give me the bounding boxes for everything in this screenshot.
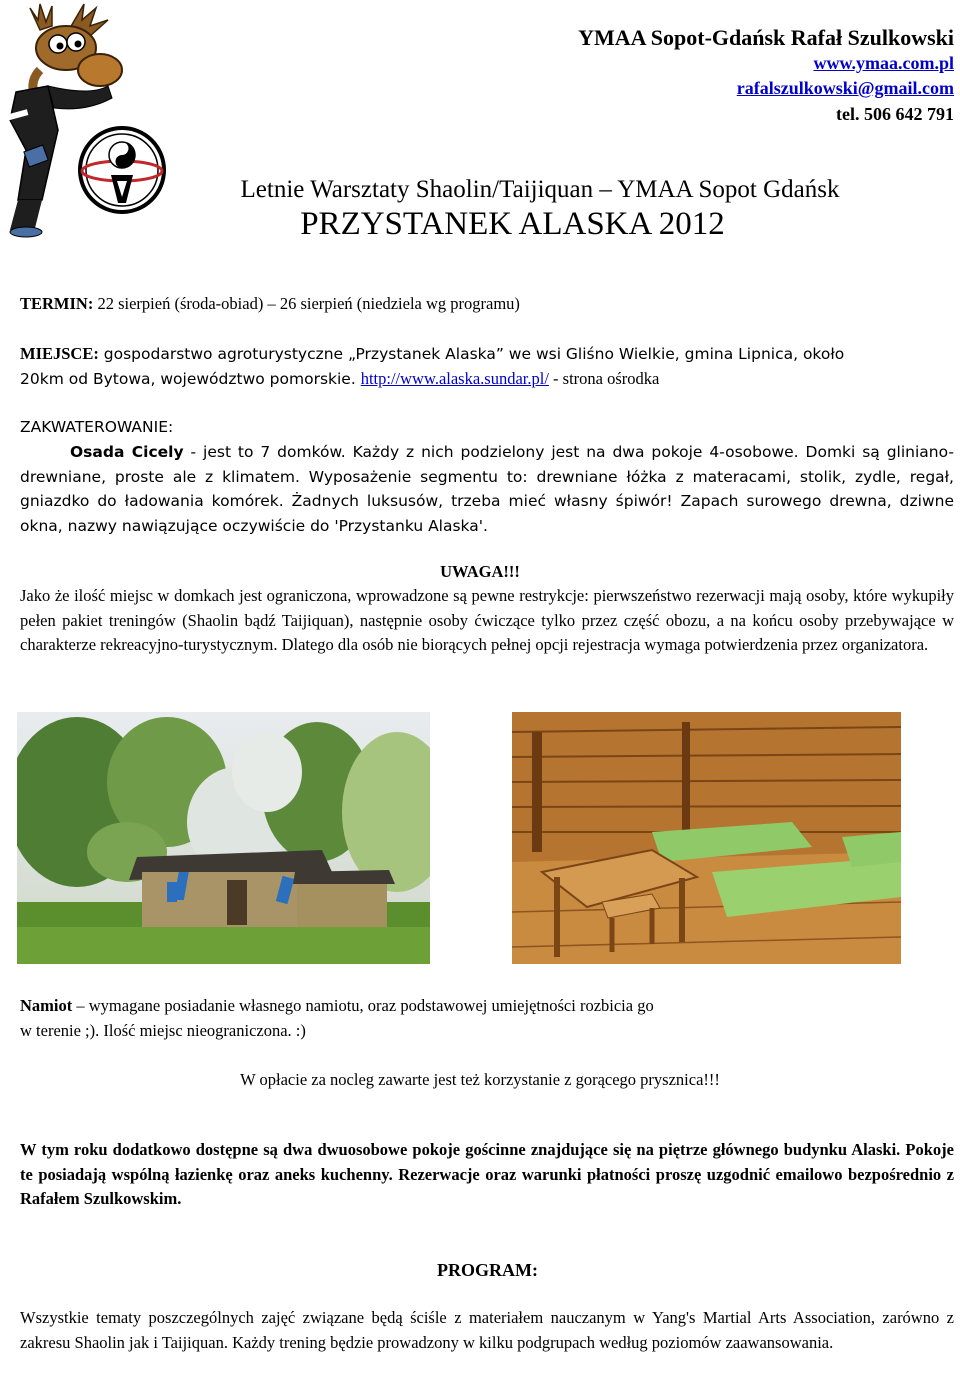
miejsce-link-suffix: - strona ośrodka <box>548 368 660 388</box>
osada-name: Osada Cicely <box>70 443 184 461</box>
namiot-paragraph <box>20 994 954 1043</box>
email-link[interactable]: rafalszulkowski@gmail.com <box>736 78 954 98</box>
phone-number: tel. 506 642 791 <box>836 103 954 124</box>
zakwaterowanie-paragraph <box>20 440 954 538</box>
program-paragraph: Wszystkie tematy poszczególnych zajęć związane będą ściśle z materiałem nauczanym w Yang's Martial Arts Association, zarówno z zakresu Shaolin jak i Taijiquan. Każdy trening będzie prowadzony w kilku podgrupach według poziomów zaawansowania. <box>20 1308 954 1352</box>
program-heading: PROGRAM: <box>437 1260 538 1280</box>
miejsce-text-1: gospodarstwo agroturystyczne „Przystanek Alaska” we wsi Gliśno Wielkie, gmina Lipnica, około <box>98 345 845 363</box>
miejsce-label: MIEJSCE: <box>20 344 99 363</box>
uwaga-paragraph: Jako że ilość miejsc w domkach jest ograniczona, wprowadzone są pewne restrykcje: pierwszeństwo rezerwacji mają osoby, które wykupiły pełen pakiet treningów (Shaolin bądź Taijiquan), następnie osoby ćwiczące tylko przez część obozu, a na końcu osoby przebywające w charakterze rekreacyjno-turystycznym. Dlatego dla osób nie biorących pełnej opcji rejestracja wymaga potwierdzenia przez organizatora. <box>20 586 954 654</box>
website-link[interactable]: www.ymaa.com.pl <box>813 52 954 73</box>
miejsce-paragraph <box>20 342 954 391</box>
contact-block <box>578 26 954 126</box>
miejsce-text-2: 20km od Bytowa, województwo pomorskie. <box>20 369 356 388</box>
shower-note: W opłacie za nocleg zawarte jest też korzystanie z gorącego prysznica!!! <box>240 1070 720 1089</box>
namiot-text-2: w terenie ;). Ilość miejsc nieograniczona. :) <box>20 1020 306 1040</box>
termin-paragraph <box>20 292 954 317</box>
cottage-photo <box>17 712 430 964</box>
namiot-text-1: – wymagane posiadanie własnego namiotu, oraz podstawowej umiejętności rozbicia go <box>72 996 654 1015</box>
organization-name: YMAA Sopot-Gdańsk Rafał Szulkowski <box>578 25 954 50</box>
event-title: PRZYSTANEK ALASKA 2012 <box>300 206 725 242</box>
namiot-label: Namiot <box>20 996 73 1015</box>
termin-text: 22 sierpień (środa-obiad) – 26 sierpień (niedziela wg programu) <box>93 294 520 313</box>
alaska-website-link[interactable]: http://www.alaska.sundar.pl/ <box>360 368 549 388</box>
osada-description: - jest to 7 domków. Każdy z nich podzielony jest na dwa pokoje 4-osobowe. Domki są gliniano-drewniane, proste ale z klimatem. Wyposażenie segmentu to: drewniane łóżka z materacami, stolik, zydle, regał, gniazdko do ładowania komórek. Żadnych luksusów, trzeba mieć własny śpiwór! Zapach surowego drewna, dziwne okna, nazwy nawiązujące oczywiście do 'Przystanku Alaska'. <box>20 443 954 535</box>
guest-rooms-paragraph: W tym roku dodatkowo dostępne są dwa dwuosobowe pokoje gościnne znajdujące się na piętrze głównego budynku Alaski. Pokoje te posiadają wspólną łazienkę oraz aneks kuchenny. Rezerwacje oraz warunki płatności proszę uzgodnić emailowo bezpośrednio z Rafałem Szulkowskim. <box>20 1140 954 1208</box>
room-interior-photo <box>512 712 901 964</box>
event-subtitle: Letnie Warsztaty Shaolin/Taijiquan – YMAA Sopot Gdańsk <box>240 176 840 203</box>
uwaga-heading: UWAGA!!! <box>440 562 520 581</box>
zakwaterowanie-heading: ZAKWATEROWANIE: <box>20 418 174 436</box>
termin-label: TERMIN: <box>20 294 94 313</box>
